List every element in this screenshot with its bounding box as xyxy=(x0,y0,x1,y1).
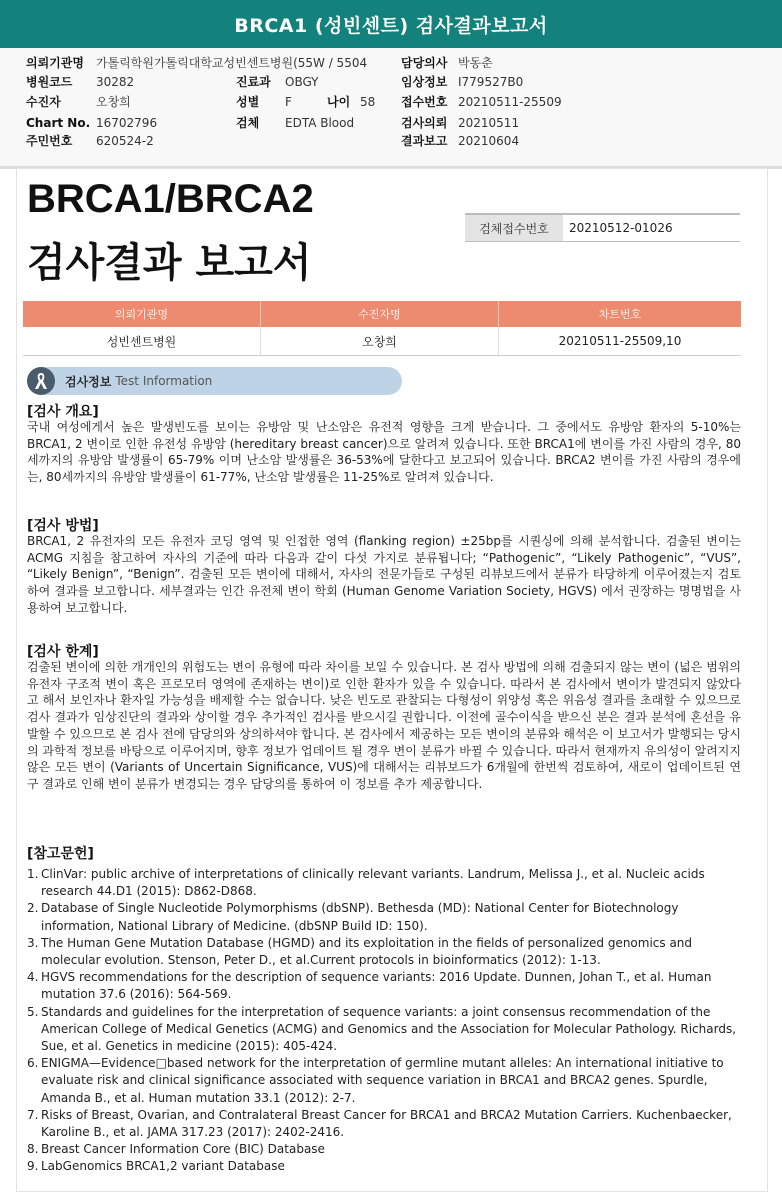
test-date-value: 20210511 xyxy=(458,116,520,130)
method-heading: [검사 방법] xyxy=(27,518,99,534)
list-item: 3. The Human Gene Mutation Database (HGMD) and its exploitation in the fields of personalized genomics and molecular evolution. Stenson, Peter D., et al.Current protocols in bioinformatics (2012): 1-13. xyxy=(27,935,693,968)
patient-label: 수진자 xyxy=(26,95,61,109)
report-header-title: BRCA1 (성빈센트) 검사결과보고서 xyxy=(234,14,548,37)
table-cell-chart: 20210511-25509,10 xyxy=(499,327,742,356)
sex-label: 성별 xyxy=(236,95,260,109)
specimen-receipt-box xyxy=(465,213,740,242)
chart-no-value: 16702796 xyxy=(96,116,158,130)
reference-text: Database of Single Nucleotide Polymorphisms (dbSNP). Bethesda (MD): National Center for Biotechnology information, National Library of Medicine. (dbSNP Build ID: 150). xyxy=(41,901,679,933)
limits-text: 검출된 변이에 의한 개개인의 위험도는 변이 유형에 따라 차이를 보일 수 있습니다. 본 검사 방법에 의해 검출되지 않는 변이 (넓은 범위의 유전자 구조적 변이 혹은 프로모터 영역에 존재하는 변이)로 인한 환자가 있을 수 있습니다. 따라서 본 검사에서 변이가 발견되지 않았다고 해서 보인자나 환자일 가능성을 배제할 수는 없습니다. 낮은 빈도로 관찰되는 다형성이 위양성 혹은 위음성 결과를 초래할 수 있으므로 검사 결과가 임상진단의 결과와 상이할 경우 추가적인 검사를 받으시길 권합니다. 이전에 골수이식을 받으신 분은 결과 분석에 혼선을 유발할 수 있으므로 본 검사 전에 담당의와 상의하셔야 합니다. 본 검사에서 제공하는 모든 변이의 분류와 해석은 이 보고서가 발행되는 당시의 과학적 정보를 바탕으로 이루어지며, 향후 정보가 업데이트 될 경우 변이 분류가 바뀔 수 있습니다. 따라서 현재까지 유의성이 알려지지 않은 모든 변이 (Variants of Uncertain Significance, VUS)에 대해서는 리뷰보드가 6개월에 한번씩 검토하여, 새로이 업데이트된 연구 결과로 인해 변이 분류가 변경되는 경우 담당의를 통하여 이 정보를 추가 제공합니다. xyxy=(27,660,741,791)
report-date-label: 결과보고 xyxy=(401,134,448,148)
report-page xyxy=(16,168,768,1192)
reference-text: Standards and guidelines for the interpretation of sequence variants: a joint consensus recommendation of the American College of Medical Genetics (ACMG) and Genomics and the Association for Molecular Pathology. Richards, Sue, et al. Genetics in medicine (2015): 405-424. xyxy=(41,1004,737,1054)
specimen-receipt-label: 검체접수번호 xyxy=(465,215,563,241)
table-header-chart: 차트번호 xyxy=(499,301,742,327)
table-cell-institution: 성빈센트병원 xyxy=(23,327,261,356)
clinical-info-value: I779527B0 xyxy=(458,75,524,89)
specimen-value: EDTA Blood xyxy=(285,116,355,130)
institution-label: 의뢰기관명 xyxy=(26,56,84,70)
patient-summary-table xyxy=(23,301,741,356)
overview-text: 국내 여성에게서 높은 발생빈도를 보이는 유방암 및 난소암은 유전적 영향을 크게 받습니다. 그 중에서도 유방암 환자의 5-10%는 BRCA1, 2 변이로 인한 유전성 유방암 (hereditary breast cancer)으로 알려져 있습니다. 또한 BRCA1에 변이를 가진 사람의 경우, 80세까지의 유방암 발생률이 65-79% 이며 난소암 발생률은 36-53%에 달한다고 보고되어 있습니다. BRCA2 변이를 가진 사람의 경우에는, 80세까지의 유방암 발생률이 61-77%, 난소암 발생률은 11-25%로 알려져 있습니다. xyxy=(27,420,741,485)
hospital-code-label: 병원코드 xyxy=(26,75,73,89)
references-heading: [참고문헌] xyxy=(27,846,94,862)
report-title-line2: 검사결과 보고서 xyxy=(27,240,312,286)
test-info-label-en: Test Information xyxy=(115,374,213,388)
resident-no-value: 620524-2 xyxy=(96,134,154,148)
table-header-row xyxy=(23,301,741,327)
list-item: 8. Breast Cancer Information Core (BIC) Database xyxy=(27,1142,325,1157)
list-item: 5. Standards and guidelines for the interpretation of sequence variants: a joint consensus recommendation of the American College of Medical Genetics (ACMG) and Genomics and the Association for Molecular Pathology. Richards, Sue, et al. Genetics in medicine (2015): 405-424. xyxy=(27,1004,737,1054)
awareness-ribbon-icon xyxy=(27,367,55,395)
chart-no-label: Chart No. xyxy=(26,116,91,130)
table-header-patient: 수진자명 xyxy=(261,301,499,327)
table-header-institution: 의뢰기관명 xyxy=(23,301,261,327)
department-label: 진료과 xyxy=(236,75,271,89)
doctor-label: 담당의사 xyxy=(401,56,448,70)
reference-text: The Human Gene Mutation Database (HGMD) and its exploitation in the fields of personalized genomics and molecular evolution. Stenson, Peter D., et al.Current protocols in bioinformatics (2012): 1-13. xyxy=(41,935,693,968)
reference-text: ClinVar: public archive of interpretations of clinically relevant variants. Landrum, Melissa J., et al. Nucleic acids research 44.D1 (2015): D862-D868. xyxy=(41,867,705,899)
age-label: 나이 xyxy=(327,95,351,109)
receipt-no-label: 접수번호 xyxy=(401,95,448,109)
list-item: 9. LabGenomics BRCA1,2 variant Database xyxy=(27,1159,285,1174)
test-info-bar xyxy=(27,367,402,395)
doctor-value: 박동춘 xyxy=(458,56,493,70)
list-item: 6. ENIGMA—Evidence□based network for the interpretation of germline mutant alleles: An international initiative to evaluate risk and clinical significance associated with sequence variation in BRCA1 and BRCA2 genes. Spurdle, Amanda B., et al. Human mutation 33.1 (2012): 2-7. xyxy=(27,1056,724,1105)
report-header-bar xyxy=(0,0,782,48)
table-row xyxy=(23,327,741,356)
list-item: 4. HGVS recommendations for the description of sequence variants: 2016 Update. Dunnen, Johan T., et al. Human mutation 37.6 (2016): 564-569. xyxy=(27,970,712,1002)
receipt-no-value: 20210511-25509 xyxy=(458,95,562,109)
specimen-label: 검체 xyxy=(236,116,260,130)
department-value: OBGY xyxy=(285,75,319,89)
test-info-label: 검사정보 xyxy=(65,374,112,389)
report-title-line1: BRCA1/BRCA2 xyxy=(27,177,314,221)
resident-no-label: 주민번호 xyxy=(26,134,73,148)
reference-text: LabGenomics BRCA1,2 variant Database xyxy=(41,1159,285,1174)
patient-info-panel xyxy=(0,48,782,169)
overview-heading: [검사 개요] xyxy=(27,404,99,420)
test-date-label: 검사의뢰 xyxy=(401,116,448,130)
reference-text: HGVS recommendations for the description of sequence variants: 2016 Update. Dunnen, Johan T., et al. Human mutation 37.6 (2016): 564-569. xyxy=(41,970,712,1002)
list-item: 7. Risks of Breast, Ovarian, and Contralateral Breast Cancer for BRCA1 and BRCA2 Mutation Carriers. Kuchenbaecker, Karoline B., et al. JAMA 317.23 (2017): 2402-2416. xyxy=(27,1107,732,1140)
reference-text: Breast Cancer Information Core (BIC) Database xyxy=(41,1142,325,1157)
list-item: 1. ClinVar: public archive of interpretations of clinically relevant variants. Landrum, Melissa J., et al. Nucleic acids research 44.D1 (2015): D862-D868. xyxy=(27,867,705,899)
institution-value: 가톨릭학원가톨릭대학교성빈센트병원(55W / 5504 xyxy=(96,56,368,70)
table-cell-patient: 오창희 xyxy=(261,327,499,356)
sex-value: F xyxy=(285,95,292,109)
report-date-value: 20210604 xyxy=(458,134,520,148)
reference-text: ENIGMA—Evidence□based network for the interpretation of germline mutant alleles: An international initiative to evaluate risk and clinical significance associated with sequence variation in BRCA1 and BRCA2 genes. Spurdle, Amanda B., et al. Human mutation 33.1 (2012): 2-7. xyxy=(41,1056,724,1105)
clinical-info-label: 임상정보 xyxy=(401,75,448,89)
patient-value: 오창희 xyxy=(96,95,131,109)
hospital-code-value: 30282 xyxy=(96,75,135,89)
references-list xyxy=(27,866,745,1176)
method-text: BRCA1, 2 유전자의 모든 유전자 코딩 영역 및 인접한 영역 (flanking region) ±25bp를 시퀀싱에 의해 분석합니다. 검출된 변이는 ACMG 지침을 참고하여 자사의 기준에 따라 다음과 같이 다섯 가지로 분류됩니다; “Pathogenic”, “Likely Pathogenic”, “VUS”, “Likely Benign”, “Benign”. 검출된 모든 변이에 대해서, 자사의 전문가들로 구성된 리뷰보드에서 분류가 타당하게 이루어졌는지 검토하여 결과를 보고합니다. 세부결과는 인간 유전체 변이 학회 (Human Genome Variation Society, HGVS) 에서 권장하는 명명법을 사용하여 보고합니다. xyxy=(27,534,741,615)
limits-heading: [검사 한계] xyxy=(27,644,99,660)
age-value: 58 xyxy=(360,95,376,109)
list-item: 2. Database of Single Nucleotide Polymorphisms (dbSNP). Bethesda (MD): National Center for Biotechnology information, National Library of Medicine. (dbSNP Build ID: 150). xyxy=(27,901,679,933)
specimen-receipt-value: 20210512-01026 xyxy=(569,221,673,235)
reference-text: Risks of Breast, Ovarian, and Contralateral Breast Cancer for BRCA1 and BRCA2 Mutation Carriers. Kuchenbaecker, Karoline B., et al. JAMA 317.23 (2017): 2402-2416. xyxy=(41,1107,732,1140)
